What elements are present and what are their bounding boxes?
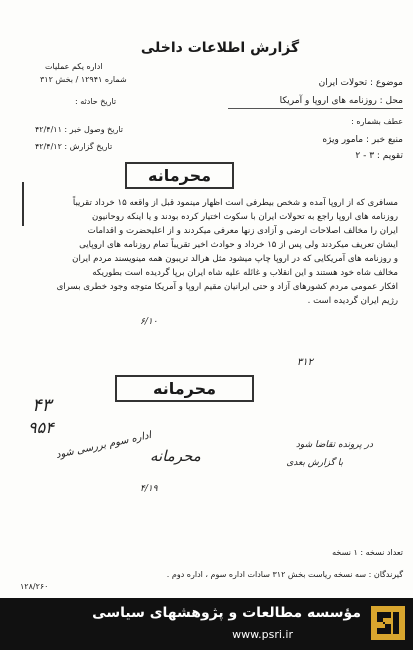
report-title: گزارش اطلاعات داخلی — [140, 40, 300, 56]
body-line: ایشان تعریف میکردند ولی پس از ۱۵ خرداد و حوادث اخیر تقریباً تمام روزنامه های اروپایی — [79, 240, 398, 250]
handwritten-signature: محرمانه — [150, 447, 201, 465]
body-line: افکار عمومی مردم کشورهای آزاد و حتی ایرانیان مقیم اروپا و آمریکا متوجه وجود خطری بسرای — [56, 282, 398, 292]
office-label: اداره یکم عملیات — [45, 62, 103, 71]
watermark-banner — [0, 598, 413, 650]
body-line: رژیم ایران گردیده است . — [307, 296, 398, 306]
handwritten-number-top: ۴۳ — [32, 395, 52, 416]
body-line: و روزنامه های آمریکایی که در اروپا چاپ میشود مثل هرالد تریبون همه مینویسند مردم ایران — [72, 254, 398, 264]
ref-number: عطف بشماره : — [351, 117, 403, 126]
body-line: روزنامه های اروپا راجع به تحولات ایران با سکوت اختیار کرده بودند و یا اینکه روحانیون — [92, 212, 398, 222]
place-underline — [228, 108, 403, 109]
body-line: مسافری که از اروپا آمده و شخص بیطرفی است اظهار مینمود قبل از واقعه ۱۵ خرداد تقریباً — [72, 198, 398, 208]
recipients-line: گیرندگان : سه نسخه ریاست بخش ۳۱۲ سادات اداره سوم ، اداره دوم . — [166, 570, 403, 579]
document-ref: ۱۲۸/۲۶۰ — [20, 582, 49, 591]
psri-logo-icon — [371, 606, 405, 640]
confidential-stamp-top: محرمانه — [125, 162, 234, 189]
receipt-date: تاریخ وصول خبر : ۴۲/۴/۱۱ — [35, 125, 124, 134]
subject-field: موضوع : تحولات ایران — [318, 78, 403, 88]
handwritten-mark: ۶/۱۰ — [140, 317, 158, 327]
org-name: مؤسسه مطالعات و پژوهشهای سیاسی — [92, 605, 361, 621]
copies-count: تعداد نسخه : ۱ نسخه — [332, 548, 403, 557]
place-field: محل : روزنامه های اروپا و آمریکا — [279, 96, 403, 106]
event-date: تاریخ حادثه : — [75, 97, 117, 106]
handwritten-number-bottom: ۹۵۴ — [28, 418, 54, 437]
body-line: مخالف شاه خود هستند و این انقلاب و غائله علیه شاه ایران برپا گردیده است بطوریکه — [92, 268, 398, 278]
handwritten-note-left: اداره سوم بررسی شود — [54, 430, 153, 461]
handwritten-note-right-2: با گزارش بعدی — [286, 458, 343, 468]
report-date: تاریخ گزارش : ۴۲/۴/۱۲ — [35, 142, 113, 151]
handwritten-signoff: ۴/۱۹ — [140, 484, 158, 494]
psri-logo-graphic — [371, 606, 405, 640]
source-field: منبع خبر : مامور ویژه — [322, 135, 403, 145]
handwritten-note-right-1: در پرونده تقاضا شود — [295, 440, 373, 450]
evaluation-field: تقویم : ۳ - ۲ — [355, 151, 403, 161]
org-url[interactable]: www.psri.ir — [232, 628, 293, 641]
report-number: شماره ۱۲۹۴۱ / بخش ۳۱۲ — [40, 75, 127, 84]
confidential-stamp-middle: محرمانه — [115, 375, 254, 402]
margin-note: ۳۱۲ — [296, 357, 313, 368]
body-line: ایران را مخالف اصلاحات ارضی و آزادی زنها معرفی میکردند و از اعلیحضرت و اقدامات — [87, 226, 398, 236]
